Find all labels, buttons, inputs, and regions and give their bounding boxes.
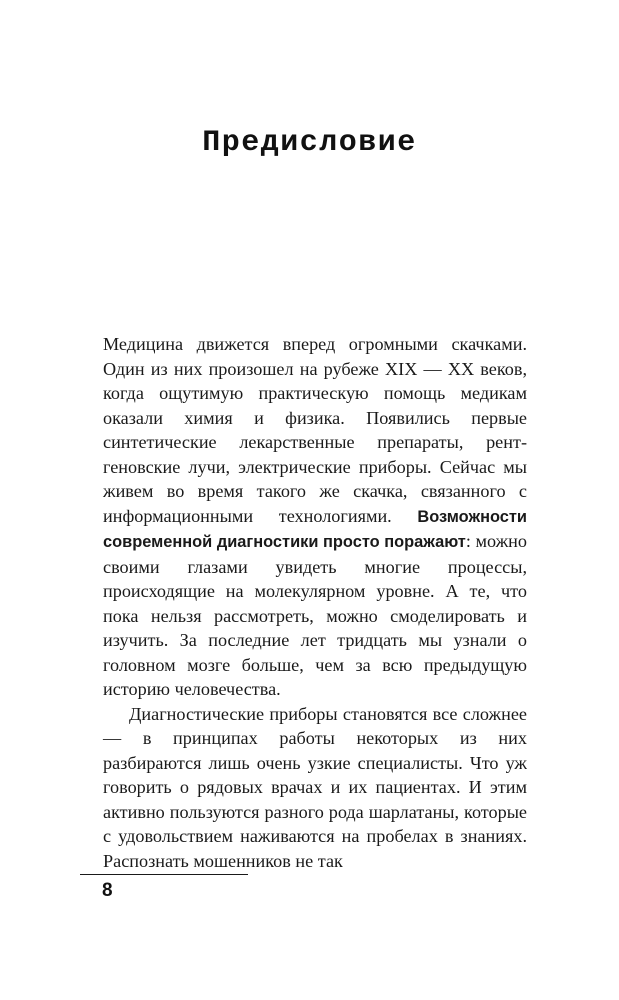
paragraph-1-text-end: : можно своими глазами увидеть многие процессы, происходящие на молекулярном уровне. А те, что пока нельзя рассмотреть, можно смоделировать и изучить. За последние лет тридцать мы узнали о головном мозге больше, чем за всю предыдущую историю человечества. <box>103 531 527 699</box>
paragraph-1 <box>103 332 527 702</box>
paragraph-1-text-start: Медицина движется вперед огромными скачками. Один из них произошел на рубеже XIX — XX веков, когда ощутимую практическую помощь медикам оказали химия и физика. Появились первые синтетические лекарственные препараты, рентгеновские лучи, электрические приборы. Сейчас мы живем во время такого же скачка, связанного с информационными технологиями. <box>103 334 527 526</box>
chapter-title: Предисловие <box>202 126 417 160</box>
paragraph-2: Диагностические приборы становятся все сложнее — в принципах работы некоторых из них разбираются лишь очень узкие специалисты. Что уж говорить о рядовых врачах и их пациентах. И этим активно пользуются разного рода шарлатаны, которые с удовольствием наживаются на пробелах в знаниях. Распознать мошенников не так <box>103 703 527 871</box>
footer-rule <box>80 874 248 875</box>
body-text <box>103 332 527 873</box>
page-number: 8 <box>102 880 113 901</box>
paragraph-1-bold-phrase: Возможности современной диагностики просто поражают <box>103 507 527 551</box>
